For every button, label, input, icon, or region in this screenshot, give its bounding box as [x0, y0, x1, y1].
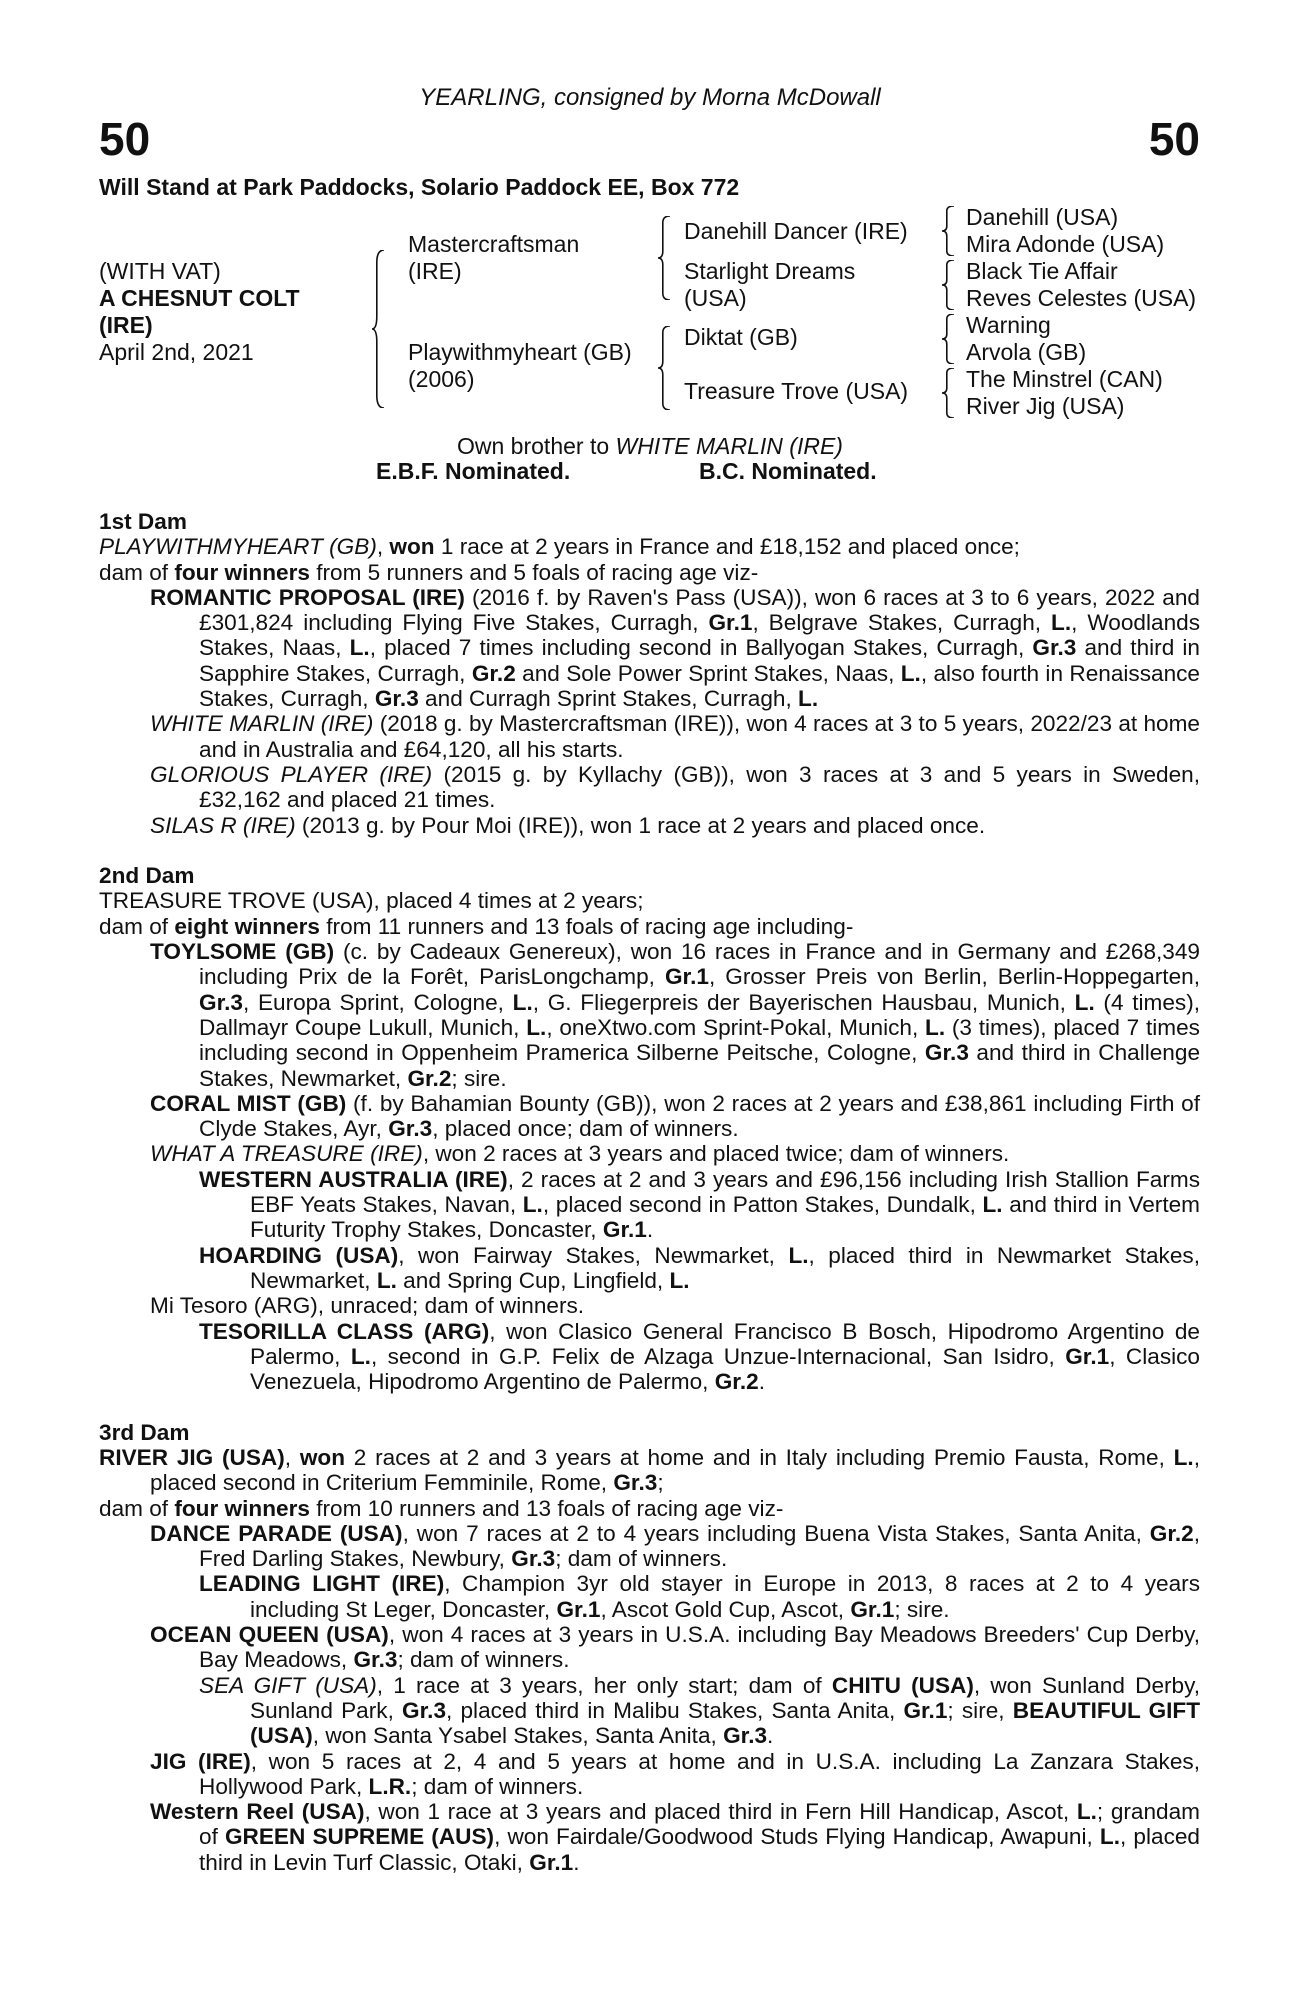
text: . [573, 1849, 580, 1875]
bold-text: L. [350, 1343, 371, 1369]
text: (3 times), placed 7 times including second in Oppenheim Pramerica Silberne Peitsche, Cologne, [199, 1014, 1200, 1066]
text: 1 race at 2 years in France and £18,152 and placed once; [434, 534, 1020, 560]
bold-text: won [389, 534, 435, 560]
bold-text: L. [925, 1014, 946, 1040]
section-title: 3rd Dam [99, 1419, 190, 1445]
sire-dam: Starlight Dreams [684, 258, 856, 284]
text: , also fourth in Renaissance Stakes, Curragh, [199, 660, 1200, 712]
dam: Playwithmyheart (GB) [408, 339, 632, 365]
text: , won Fairway Stakes, Newmarket, [398, 1242, 789, 1268]
foaling-date: April 2nd, 2021 [99, 339, 254, 365]
bold-text: Gr.1 [556, 1596, 601, 1622]
text: , [376, 534, 390, 560]
text: ; sire. [451, 1065, 507, 1091]
text: and Curragh Sprint Stakes, Curragh, [418, 686, 799, 712]
ancestor: Mira Adonde (USA) [966, 231, 1165, 257]
bold-text: L. [512, 989, 533, 1015]
bold-text: L. [526, 1014, 547, 1040]
text: (c. by Cadeaux Genereux), won 16 races in France and in Germany and £268,349 including Prix de la Forêt, ParisLongchamp, [199, 939, 1200, 990]
vat-note: (WITH VAT) [99, 258, 221, 284]
dam-sire: Diktat (GB) [684, 324, 798, 350]
produce-entry [99, 1091, 1200, 1142]
text: , 1 race at 3 years, her only start; dam of [376, 1672, 832, 1698]
bold-text: Gr.3 [924, 1040, 969, 1066]
text: , [284, 1444, 300, 1470]
lot-number-right: 50 [1148, 113, 1200, 165]
text: ; dam of winners. [555, 1546, 728, 1572]
text: , placed 7 times including second in Ballyogan Stakes, Curragh, [369, 635, 1033, 661]
bold-text: Gr.2 [714, 1369, 759, 1395]
produce-entry [99, 1521, 1200, 1572]
bold-text: L. [349, 635, 370, 661]
text: TREASURE TROVE (USA), placed 4 times at 2 years; [99, 888, 644, 914]
pedigree-brace [372, 250, 384, 408]
produce-entry [99, 888, 1200, 913]
subject-country: (IRE) [99, 312, 153, 338]
bold-text: WESTERN AUSTRALIA (IRE) [199, 1166, 508, 1192]
bold-text: Gr.3 [374, 686, 419, 712]
dam-section [99, 863, 1200, 1394]
text: , won 1 race at 3 years and placed third in Fern Hill Handicap, Ascot, [364, 1799, 1077, 1825]
italic-text: SILAS R (IRE) [150, 812, 296, 838]
own-brother-note [0, 433, 1300, 460]
text: ; [657, 1470, 664, 1496]
bold-text: L. [788, 1242, 809, 1268]
italic-text: GLORIOUS PLAYER (IRE) [150, 761, 433, 787]
ancestor: Arvola (GB) [966, 339, 1087, 365]
text: , 2 races at 2 and 3 years and £96,156 including Irish Stallion Farms EBF Yeats Stakes, Navan, [250, 1166, 1200, 1218]
pedigree-brace [942, 368, 954, 418]
produce-entry [99, 1293, 1200, 1318]
produce-entry [99, 1799, 1200, 1875]
text: , Grosser Preis von Berlin, Berlin-Hoppegarten, [708, 964, 1200, 990]
text: and third in Challenge Stakes, Newmarket, [199, 1040, 1201, 1091]
bold-text: L. [376, 1267, 397, 1293]
pedigree-brace [658, 326, 670, 410]
produce-entry [99, 762, 1200, 813]
text: , Ascot Gold Cup, Ascot, [600, 1596, 851, 1622]
stabling-location: Will Stand at Park Paddocks, Solario Paddock EE, Box 772 [99, 174, 740, 200]
produce-entry [99, 1571, 1200, 1622]
bold-text: Gr.1 [529, 1849, 574, 1875]
text: , won Santa Ysabel Stakes, Santa Anita, [312, 1723, 724, 1749]
bold-text: L. [669, 1267, 690, 1293]
bold-text: Western Reel (USA) [150, 1799, 365, 1825]
text: , won 7 races at 2 to 4 years including Buena Vista Stakes, Santa Anita, [402, 1520, 1150, 1546]
text: (f. by Bahamian Bounty (GB)), won 2 races at 2 years and £38,861 including Firth of Clyde Stakes, Ayr, [199, 1090, 1200, 1142]
lot-number-left: 50 [99, 113, 151, 165]
bold-text: Gr.1 [850, 1596, 895, 1622]
text: , Clasico Venezuela, Hipodromo Argentino de Palermo, [250, 1343, 1200, 1395]
italic-text: WHAT A TREASURE (IRE) [150, 1141, 423, 1167]
produce-record [99, 509, 1200, 1875]
text: 2 races at 2 and 3 years at home and in Italy including Premio Fausta, Rome, [345, 1444, 1174, 1470]
bold-text: TESORILLA CLASS (ARG) [199, 1318, 490, 1344]
text: , Fred Darling Stakes, Newbury, [199, 1520, 1200, 1572]
section-title: 2nd Dam [99, 863, 195, 889]
bold-text: ROMANTIC PROPOSAL (IRE) [150, 584, 465, 610]
bold-text: Gr.2 [407, 1065, 452, 1091]
text: (2015 g. by Kyllachy (GB)), won 3 races at 3 and 5 years in Sweden, £32,162 and placed 21 times. [199, 761, 1200, 813]
dam-year: (2006) [408, 366, 475, 392]
bold-text: JIG (IRE) [150, 1748, 251, 1774]
produce-entry [99, 1141, 1200, 1166]
bold-text: Gr.3 [388, 1116, 433, 1142]
bold-text: Gr.1 [903, 1697, 948, 1723]
bold-text: Gr.2 [1149, 1520, 1194, 1546]
bold-text: won [299, 1444, 346, 1470]
pedigree-brace [942, 206, 954, 256]
bc-nomination: B.C. Nominated. [699, 458, 877, 484]
text: and Spring Cup, Lingfield, [396, 1267, 670, 1293]
consignor-heading: YEARLING, consigned by Morna McDowall [419, 84, 881, 111]
bold-text: L.R. [368, 1773, 412, 1799]
bold-text: Gr.3 [511, 1546, 556, 1572]
own-brother-name: WHITE MARLIN (IRE) [615, 433, 843, 459]
text: . [767, 1723, 774, 1749]
dam-section [99, 1420, 1200, 1875]
produce-entry [99, 914, 1200, 939]
subject-name: A CHESNUT COLT [99, 285, 300, 311]
sire: Mastercraftsman [408, 231, 580, 257]
dam-dam: Treasure Trove (USA) [684, 378, 909, 404]
text: , placed second in Criterium Femminile, Rome, [150, 1444, 1200, 1496]
text: , placed third in Levin Turf Classic, Otaki, [199, 1824, 1200, 1875]
text: dam of [99, 559, 175, 585]
text: , Europa Sprint, Cologne, [242, 989, 513, 1015]
produce-entry [99, 534, 1200, 559]
text: dam of [99, 1495, 175, 1521]
text: and Sole Power Sprint Stakes, Naas, [515, 660, 901, 686]
bold-text: Gr.2 [471, 660, 516, 686]
bold-text: L. [1099, 1824, 1121, 1850]
text: ; sire. [894, 1596, 950, 1622]
bold-text: GREEN SUPREME (AUS) [224, 1824, 495, 1850]
bold-text: Gr.1 [708, 610, 753, 636]
bold-text: Gr.1 [602, 1217, 647, 1243]
bold-text: L. [1173, 1444, 1194, 1470]
produce-entry [99, 1167, 1200, 1243]
text: , oneXtwo.com Sprint-Pokal, Munich, [546, 1014, 926, 1040]
pedigree-brace [658, 216, 670, 300]
ancestor: River Jig (USA) [966, 393, 1125, 419]
bold-text: LEADING LIGHT (IRE) [199, 1571, 445, 1597]
text: (4 times), Dallmayr Coupe Lukull, Munich, [199, 989, 1201, 1040]
bold-text: L. [1051, 610, 1072, 636]
bold-text: L. [798, 686, 819, 712]
text: , won Sunland Derby, Sunland Park, [250, 1672, 1201, 1723]
produce-entry [99, 1243, 1200, 1294]
produce-entry [99, 711, 1200, 762]
text: ; dam of winners. [411, 1773, 584, 1799]
text: , second in G.P. Felix de Alzaga Unzue-Internacional, San Isidro, [370, 1343, 1066, 1369]
bold-text: L. [1074, 989, 1095, 1015]
bold-text: HOARDING (USA) [199, 1242, 399, 1268]
bold-text: Gr.3 [402, 1697, 447, 1723]
bold-text: CORAL MIST (GB) [150, 1090, 347, 1116]
text: , Woodlands Stakes, Naas, [199, 610, 1201, 661]
text: , won 5 races at 2, 4 and 5 years at home and in U.S.A. including La Zanzara Stakes, Hollywood Park, [199, 1748, 1200, 1799]
text: , won Clasico General Francisco B Bosch, Hipodromo Argentino de Palermo, [250, 1318, 1200, 1369]
produce-entry [99, 1673, 1200, 1749]
bold-text: Gr.3 [353, 1647, 398, 1673]
bold-text: Gr.3 [1032, 635, 1077, 661]
bold-text: DANCE PARADE (USA) [150, 1520, 403, 1546]
text: ; dam of winners. [397, 1647, 570, 1673]
text: and third in Sapphire Stakes, Curragh, [199, 635, 1200, 686]
bold-text: TOYLSOME (GB) [150, 939, 335, 965]
bold-text: eight winners [174, 913, 320, 939]
bold-text: L. [1076, 1799, 1097, 1825]
bold-text: Gr.3 [199, 989, 243, 1015]
sire-dam-country: (USA) [684, 285, 747, 311]
text: , placed third in Malibu Stakes, Santa Anita, [446, 1697, 904, 1723]
produce-entry [99, 560, 1200, 585]
produce-entry [99, 585, 1200, 711]
bold-text: RIVER JIG (USA) [99, 1444, 285, 1470]
bold-text: L. [522, 1192, 543, 1218]
produce-entry [99, 1749, 1200, 1800]
produce-entry [99, 1622, 1200, 1673]
produce-entry [99, 1445, 1200, 1496]
section-title: 1st Dam [99, 509, 187, 534]
bold-text: four winners [174, 559, 310, 585]
text: (2016 f. by Raven's Pass (USA)), won 6 races at 3 to 6 years, 2022 and £301,824 including Flying Five Stakes, Curragh, [199, 584, 1200, 636]
text: ; sire, [947, 1697, 1013, 1723]
bold-text: Gr.1 [1065, 1343, 1110, 1369]
pedigree-brace [942, 260, 954, 310]
text: . [646, 1217, 654, 1243]
italic-text: SEA GIFT (USA) [199, 1672, 377, 1698]
dam-section [99, 509, 1200, 838]
text: , placed once; dam of winners. [432, 1116, 739, 1142]
text: , placed third in Newmarket Stakes, Newmarket, [250, 1242, 1200, 1293]
text: , G. Fliegerpreis der Bayerischen Hausbau, Munich, [532, 989, 1075, 1015]
ebf-nomination: E.B.F. Nominated. [376, 458, 571, 484]
text: dam of [99, 913, 175, 939]
bold-text: L. [982, 1192, 1003, 1218]
bold-text: L. [900, 660, 921, 686]
ancestor: Warning [966, 312, 1051, 338]
text: , placed second in Patton Stakes, Dundalk, [542, 1192, 983, 1218]
ancestor: Danehill (USA) [966, 204, 1119, 230]
bold-text: BEAUTIFUL GIFT (USA) [250, 1697, 1201, 1749]
text: (2013 g. by Pour Moi (IRE)), won 1 race at 2 years and placed once. [295, 812, 986, 838]
sire-country: (IRE) [408, 258, 462, 284]
produce-entry [99, 813, 1200, 838]
bold-text: Gr.1 [664, 964, 709, 990]
text: , won 4 races at 3 years in U.S.A. including Bay Meadows Breeders' Cup Derby, Bay Meadows, [199, 1622, 1201, 1673]
bold-text: Gr.3 [723, 1723, 768, 1749]
own-brother-prefix: Own brother to [457, 433, 616, 459]
bold-text: CHITU (USA) [831, 1672, 974, 1698]
text: . [758, 1369, 765, 1395]
text: from 5 runners and 5 foals of racing age viz- [309, 559, 759, 585]
text: Mi Tesoro (ARG), unraced; dam of winners. [150, 1293, 585, 1319]
pedigree-brace [942, 314, 954, 364]
italic-text: WHITE MARLIN (IRE) [150, 711, 374, 737]
bold-text: four winners [174, 1495, 310, 1521]
text: from 11 runners and 13 foals of racing age including- [319, 913, 854, 939]
italic-text: PLAYWITHMYHEART (GB) [99, 534, 377, 560]
sire-sire: Danehill Dancer (IRE) [684, 218, 908, 244]
text: (2018 g. by Mastercraftsman (IRE)), won 4 races at 3 to 5 years, 2022/23 at home and in Australia and £64,120, all his starts. [199, 711, 1200, 762]
text: and third in Vertem Futurity Trophy Stakes, Doncaster, [250, 1192, 1200, 1243]
ancestor: The Minstrel (CAN) [966, 366, 1163, 392]
ancestor: Reves Celestes (USA) [966, 285, 1197, 311]
text: , Champion 3yr old stayer in Europe in 2013, 8 races at 2 to 4 years including St Leger, Doncaster, [250, 1571, 1200, 1622]
produce-entry [99, 1496, 1200, 1521]
bold-text: Gr.3 [613, 1470, 658, 1496]
text: from 10 runners and 13 foals of racing age viz- [309, 1495, 784, 1521]
text: , Belgrave Stakes, Curragh, [752, 610, 1052, 636]
produce-entry [99, 939, 1200, 1091]
text: , won 2 races at 3 years and placed twice; dam of winners. [422, 1141, 1010, 1167]
ancestor: Black Tie Affair [966, 258, 1118, 284]
text: ; grandam of [199, 1799, 1201, 1850]
produce-entry [99, 1319, 1200, 1395]
text: , won Fairdale/Goodwood Studs Flying Handicap, Awapuni, [494, 1824, 1100, 1850]
bold-text: OCEAN QUEEN (USA) [150, 1622, 389, 1648]
